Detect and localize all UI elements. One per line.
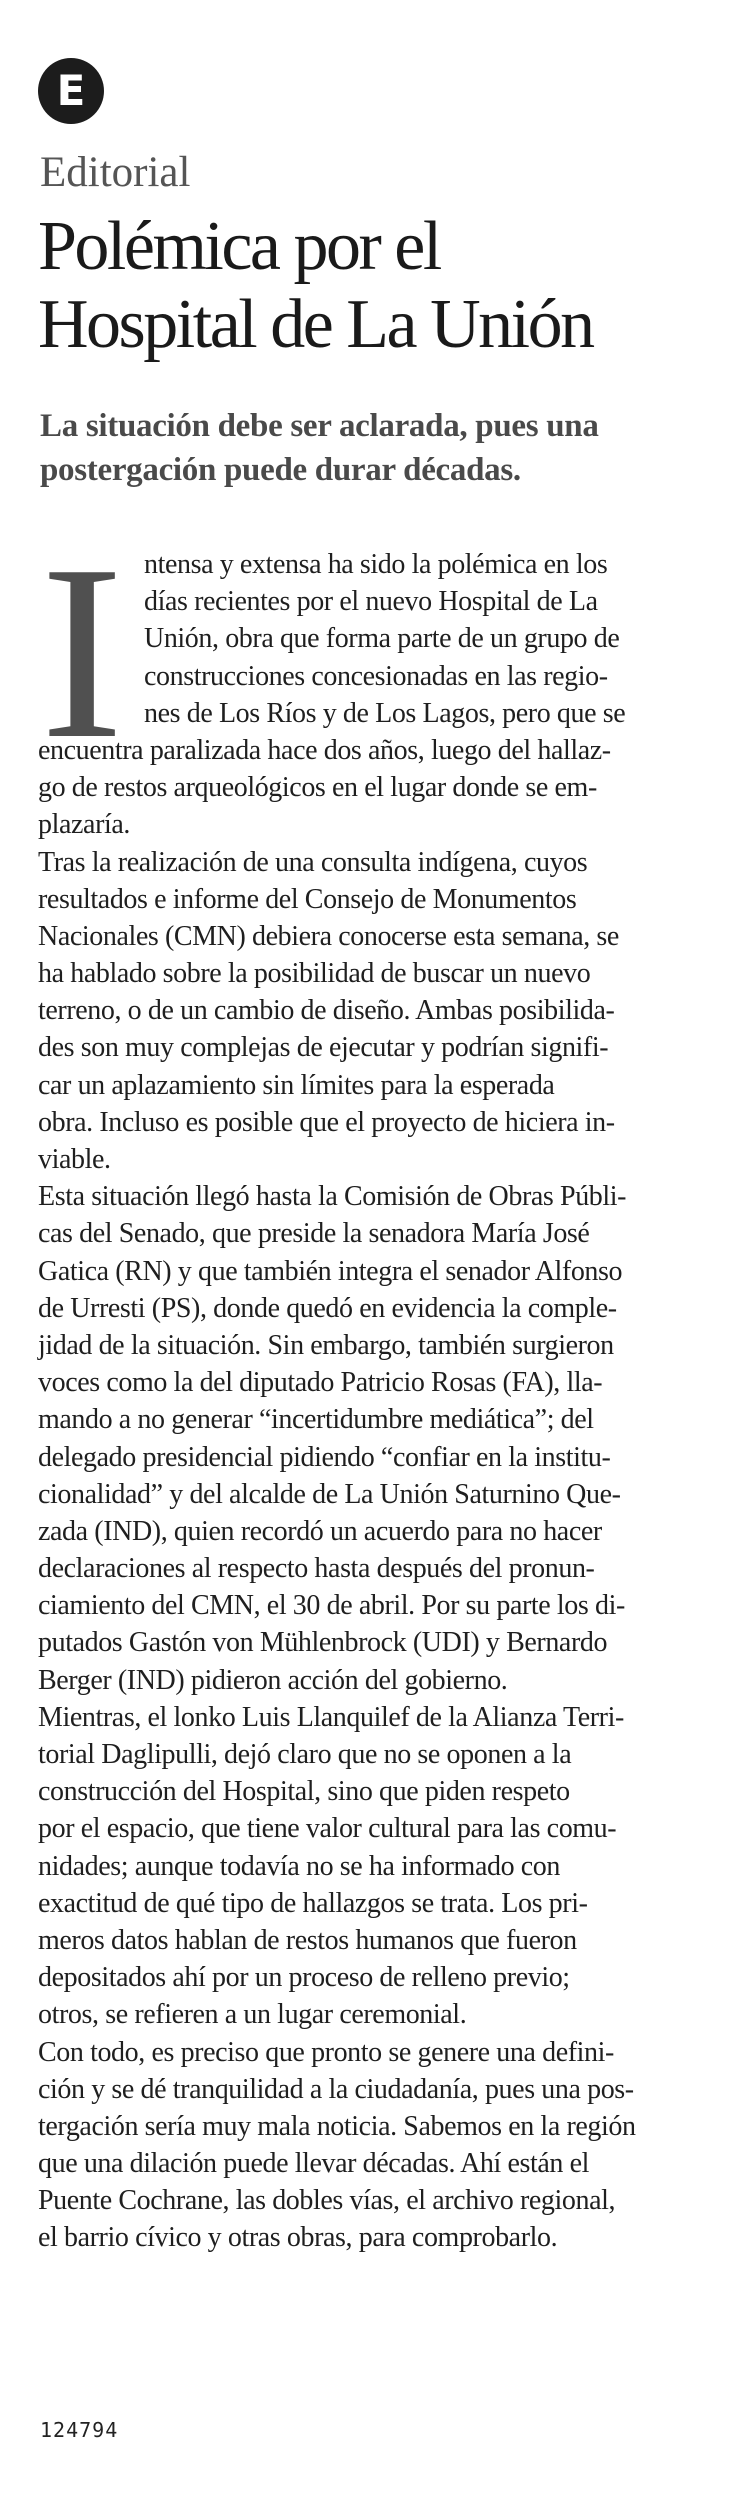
body-line: mando a no generar “incertidumbre mediática”; del bbox=[38, 1404, 594, 1436]
body-line: otros, se refieren a un lugar ceremonial. bbox=[38, 1999, 467, 2031]
body-line: Mientras, el lonko Luis Llanquilef de la Alianza Terri- bbox=[38, 1701, 624, 1733]
body-line: por el espacio, que tiene valor cultural para las comu- bbox=[38, 1813, 617, 1845]
article-body bbox=[38, 542, 710, 2257]
body-line: Nacionales (CMN) debiera conocerse esta semana, se bbox=[38, 920, 619, 952]
body-line: Tras la realización de una consulta indígena, cuyos bbox=[38, 846, 588, 878]
body-line: depositados ahí por un proceso de relleno previo; bbox=[38, 1962, 570, 1994]
body-line: obra. Incluso es posible que el proyecto de hiciera in- bbox=[38, 1106, 615, 1138]
body-line: días recientes por el nuevo Hospital de La bbox=[144, 586, 598, 618]
section-badge bbox=[38, 58, 104, 124]
subheadline bbox=[40, 404, 730, 492]
body-line: ntensa y extensa ha sido la polémica en los bbox=[144, 549, 608, 580]
body-line: voces como la del diputado Patricio Rosas (FA), lla- bbox=[38, 1367, 603, 1399]
headline-line: Polémica por el bbox=[38, 208, 440, 285]
body-line: cionalidad” y del alcalde de La Unión Saturnino Que- bbox=[38, 1478, 621, 1510]
body-line: des son muy complejas de ejecutar y podrían signifi- bbox=[38, 1032, 609, 1064]
body-line: resultados e informe del Consejo de Monumentos bbox=[38, 883, 577, 915]
body-line: meros datos hablan de restos humanos que fueron bbox=[38, 1924, 577, 1956]
body-line: plazaría. bbox=[38, 809, 130, 841]
body-line: viable. bbox=[38, 1144, 111, 1175]
body-line: declaraciones al respecto hasta después del pronun- bbox=[38, 1553, 595, 1585]
body-line: ción y se dé tranquilidad a la ciudadanía, pues una pos- bbox=[38, 2073, 634, 2105]
body-line: zada (IND), quien recordó un acuerdo para no hacer bbox=[38, 1515, 602, 1547]
body-line: encuentra paralizada hace dos años, luego del hallaz- bbox=[38, 734, 611, 766]
badge-letter: E bbox=[56, 66, 86, 115]
body-line: Unión, obra que forma parte de un grupo de bbox=[144, 623, 620, 655]
body-line: construcción del Hospital, sino que piden respeto bbox=[38, 1776, 570, 1808]
headline bbox=[38, 208, 728, 364]
body-line: jidad de la situación. Sin embargo, también surgieron bbox=[38, 1329, 614, 1361]
clipping-id: 124794 bbox=[40, 2418, 119, 2442]
body-line: Con todo, es preciso que pronto se genere una defini- bbox=[38, 2036, 614, 2068]
subheadline-line: La situación debe ser aclarada, pues una bbox=[40, 408, 599, 444]
body-line: Berger (IND) pidieron acción del gobierno. bbox=[38, 1664, 508, 1696]
section-label: Editorial bbox=[40, 149, 191, 196]
body-line: nes de Los Ríos y de Los Lagos, pero que se bbox=[144, 697, 626, 729]
drop-cap: I bbox=[40, 542, 124, 764]
body-line: cas del Senado, que preside la senadora María José bbox=[38, 1218, 590, 1250]
headline-line: Hospital de La Unión bbox=[38, 286, 593, 363]
body-line: ha hablado sobre la posibilidad de buscar un nuevo bbox=[38, 958, 591, 990]
body-line: car un aplazamiento sin límites para la esperada bbox=[38, 1069, 555, 1101]
body-line: nidades; aunque todavía no se ha informado con bbox=[38, 1850, 560, 1882]
body-line: go de restos arqueológicos en el lugar donde se em- bbox=[38, 772, 597, 804]
body-line: construcciones concesionadas en las regio- bbox=[144, 660, 608, 692]
body-line: de Urresti (PS), donde quedó en evidencia la comple- bbox=[38, 1292, 617, 1324]
body-line: putados Gastón von Mühlenbrock (UDI) y Bernardo bbox=[38, 1627, 608, 1659]
subheadline-line: postergación puede durar décadas. bbox=[40, 452, 521, 488]
body-line: que una dilación puede llevar décadas. Ahí están el bbox=[38, 2148, 590, 2180]
body-line: torial Daglipulli, dejó claro que no se oponen a la bbox=[38, 1739, 572, 1770]
body-line: terreno, o de un cambio de diseño. Ambas posibilida- bbox=[38, 995, 615, 1027]
body-line: ciamiento del CMN, el 30 de abril. Por su parte los di- bbox=[38, 1590, 625, 1622]
body-line: tergación sería muy mala noticia. Sabemos en la región bbox=[38, 2110, 636, 2142]
body-line: Esta situación llegó hasta la Comisión de Obras Públi- bbox=[38, 1181, 627, 1213]
body-line: Puente Cochrane, las dobles vías, el archivo regional, bbox=[38, 2185, 616, 2217]
body-line: delegado presidencial pidiendo “confiar en la institu- bbox=[38, 1441, 611, 1473]
body-line: exactitud de qué tipo de hallazgos se trata. Los pri- bbox=[38, 1887, 588, 1919]
body-line: el barrio cívico y otras obras, para comprobarlo. bbox=[38, 2222, 558, 2254]
body-line: Gatica (RN) y que también integra el senador Alfonso bbox=[38, 1255, 623, 1287]
